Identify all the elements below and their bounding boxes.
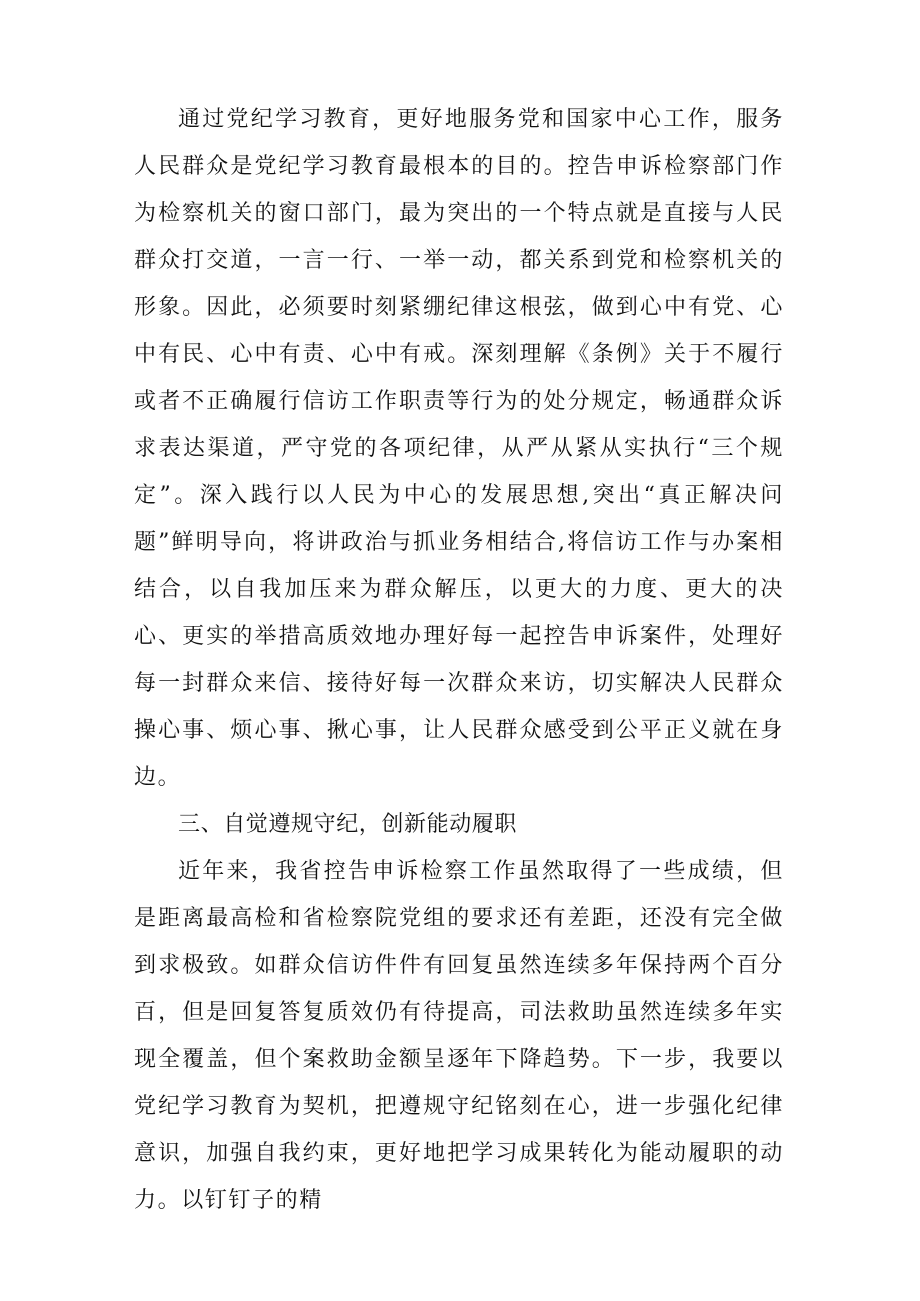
section-heading: 三、自觉遵规守纪，创新能动履职 bbox=[178, 812, 518, 837]
body-paragraph: 通过党纪学习教育，更好地服务党和国家中心工作，服务人民群众是党纪学习教育最根本的目的。控告申诉检察部门作为检察机关的窗口部门，最为突出的一个特点就是直接与人民群众打交道，一言一行、一举一动，都关系到党和检察机关的形象。因此，必须要时刻紧绷纪律这根弦，做到心中有党、心中有民、心中有责、心中有戒。深刻理解《条例》关于不履行或者不正确履行信访工作职责等行为的处分规定，畅通群众诉求表达渠道，严守党的各项纪律，从严从紧从实执行“三个规定”。深入践行以人民为中心的发展思想,突出“真正解决问题”鲜明导向，将讲政治与抓业务相结合,将信访工作与办案相结合，以自我加压来为群众解压，以更大的力度、更大的决心、更实的举措高质效地办理好每一起控告申诉案件，处理好每一封群众来信、接待好每一次群众来访，切实解决人民群众操心事、烦心事、揪心事，让人民群众感受到公平正义就在身边。 bbox=[134, 107, 784, 790]
body-paragraph: 近年来，我省控告申诉检察工作虽然取得了一些成绩，但是距离最高检和省检察院党组的要求还有差距，还没有完全做到求极致。如群众信访件件有回复虽然连续多年保持两个百分百，但是回复答复质效仍有待提高，司法救助虽然连续多年实现全覆盖，但个案救助金额呈逐年下降趋势。下一步，我要以党纪学习教育为契机，把遵规守纪铭刻在心，进一步强化纪律意识，加强自我约束，更好地把学习成果转化为能动履职的动力。以钉钉子的精 bbox=[134, 859, 784, 1213]
document-body bbox=[134, 96, 784, 1224]
